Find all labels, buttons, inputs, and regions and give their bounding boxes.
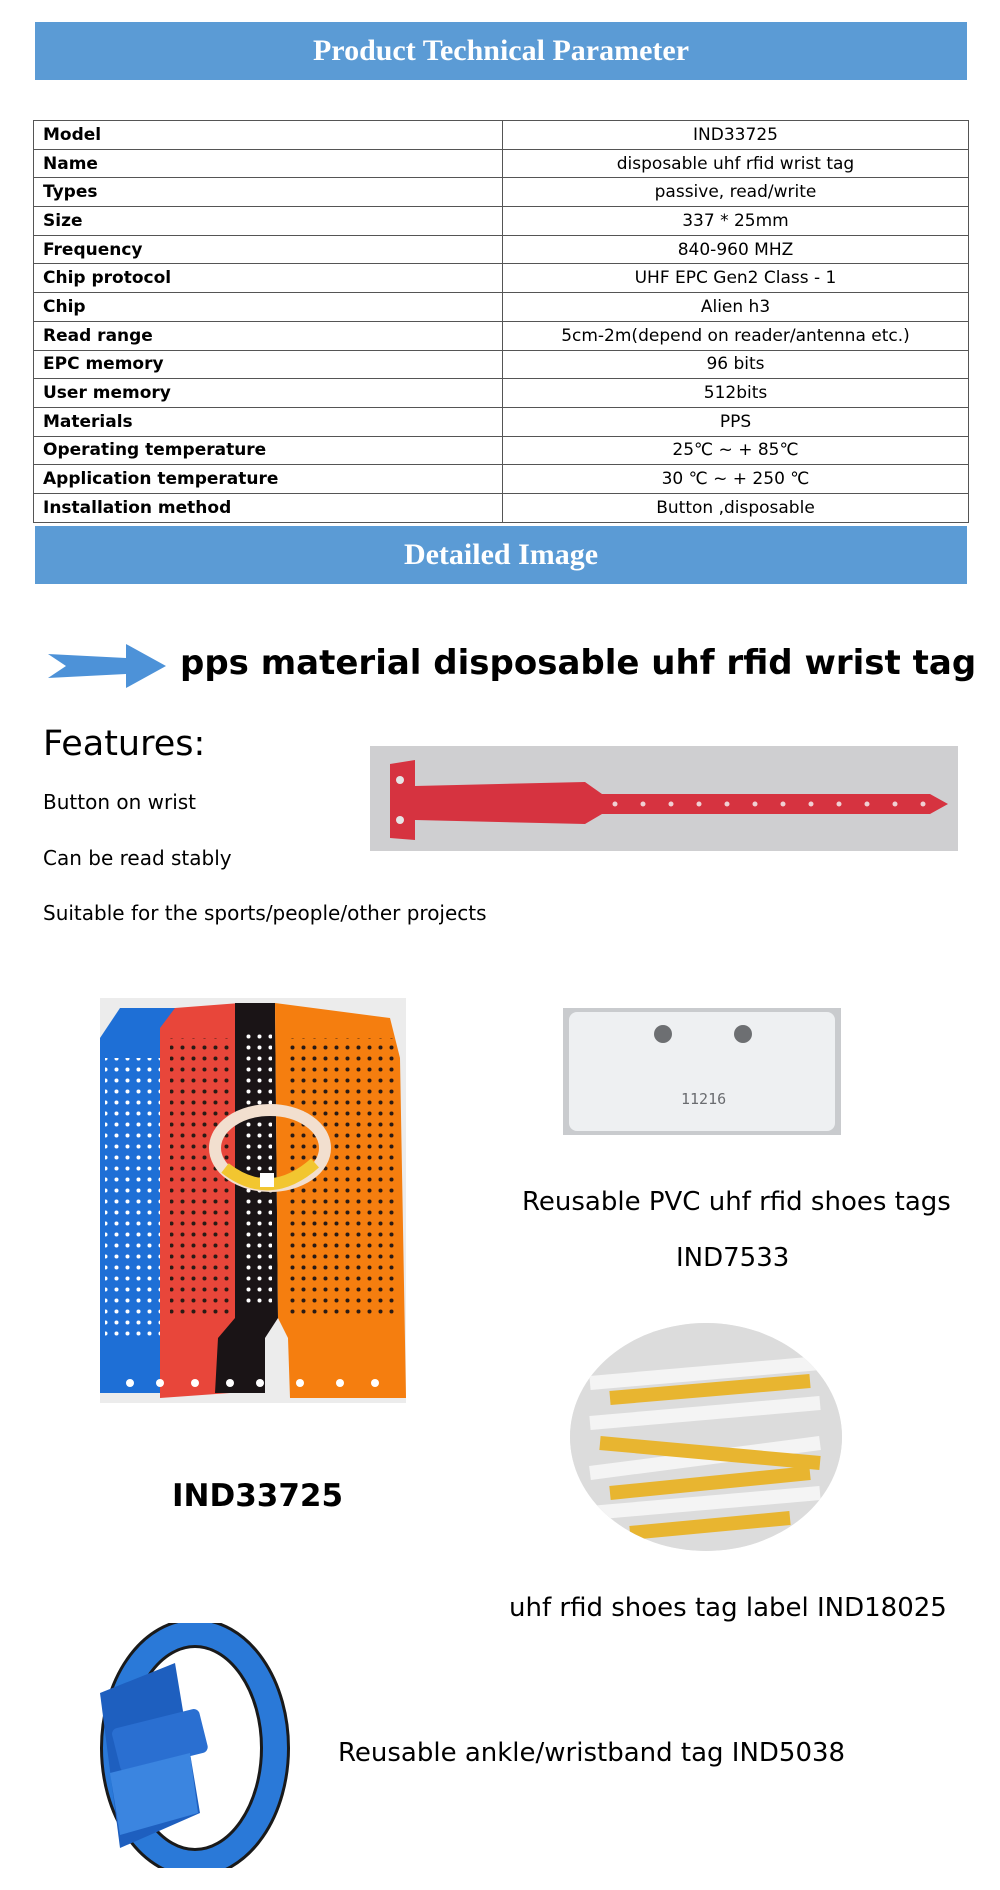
feature-item: Suitable for the sports/people/other projects [43,901,487,925]
spec-label: Application temperature [34,465,503,494]
spec-value: 5cm-2m(depend on reader/antenna etc.) [503,321,969,350]
arrow-icon [48,644,168,688]
spec-value: 512bits [503,379,969,408]
spec-row [34,235,969,264]
spec-value: 337 * 25mm [503,207,969,236]
spec-row [34,207,969,236]
spec-row [34,264,969,293]
spec-value: 840-960 MHZ [503,235,969,264]
spec-label: Installation method [34,493,503,522]
spec-row [34,149,969,178]
spec-value: 96 bits [503,350,969,379]
spec-row [34,121,969,150]
spec-row [34,493,969,522]
spec-label: Types [34,178,503,207]
spec-row [34,379,969,408]
spec-value: UHF EPC Gen2 Class - 1 [503,264,969,293]
pvc-shoes-tag-image [563,1008,841,1135]
wristbands-caption: IND33725 [172,1478,344,1514]
feature-item: Can be read stably [43,846,232,870]
colored-wristbands-image [100,998,406,1403]
spec-row [34,436,969,465]
spec-value: 25℃ ~ + 85℃ [503,436,969,465]
features-title: Features: [43,724,206,764]
spec-value: Button ,disposable [503,493,969,522]
spec-label: User memory [34,379,503,408]
spec-section-banner: Product Technical Parameter [35,22,967,80]
spec-label: Name [34,149,503,178]
spec-row [34,293,969,322]
pvc-tag-print: 11216 [681,1090,727,1108]
spec-value: passive, read/write [503,178,969,207]
spec-row [34,407,969,436]
ankle-band-caption: Reusable ankle/wristband tag IND5038 [338,1738,846,1768]
detail-section-banner: Detailed Image [35,526,967,584]
spec-table [33,120,969,523]
spec-value: PPS [503,407,969,436]
pvc-tag-caption: Reusable PVC uhf rfid shoes tags [522,1187,951,1217]
spec-row [34,350,969,379]
spec-row [34,465,969,494]
spec-row [34,178,969,207]
spec-label: Chip [34,293,503,322]
spec-label: Chip protocol [34,264,503,293]
spec-value: Alien h3 [503,293,969,322]
spec-label: Size [34,207,503,236]
product-headline: pps material disposable uhf rfid wrist tag [180,643,977,683]
ankle-wristband-image [80,1623,300,1868]
spec-value: IND33725 [503,121,969,150]
spec-label: Read range [34,321,503,350]
spec-row [34,321,969,350]
spec-value: disposable uhf rfid wrist tag [503,149,969,178]
spec-value: 30 ℃ ~ + 250 ℃ [503,465,969,494]
spec-label: Model [34,121,503,150]
spec-label: EPC memory [34,350,503,379]
spec-label: Operating temperature [34,436,503,465]
feature-item: Button on wrist [43,790,197,814]
shoes-label-caption: uhf rfid shoes tag label IND18025 [509,1593,947,1623]
spec-label: Frequency [34,235,503,264]
pvc-tag-model: IND7533 [676,1243,790,1273]
shoes-tag-label-image [570,1323,842,1551]
red-wristband-image [370,746,958,851]
spec-label: Materials [34,407,503,436]
